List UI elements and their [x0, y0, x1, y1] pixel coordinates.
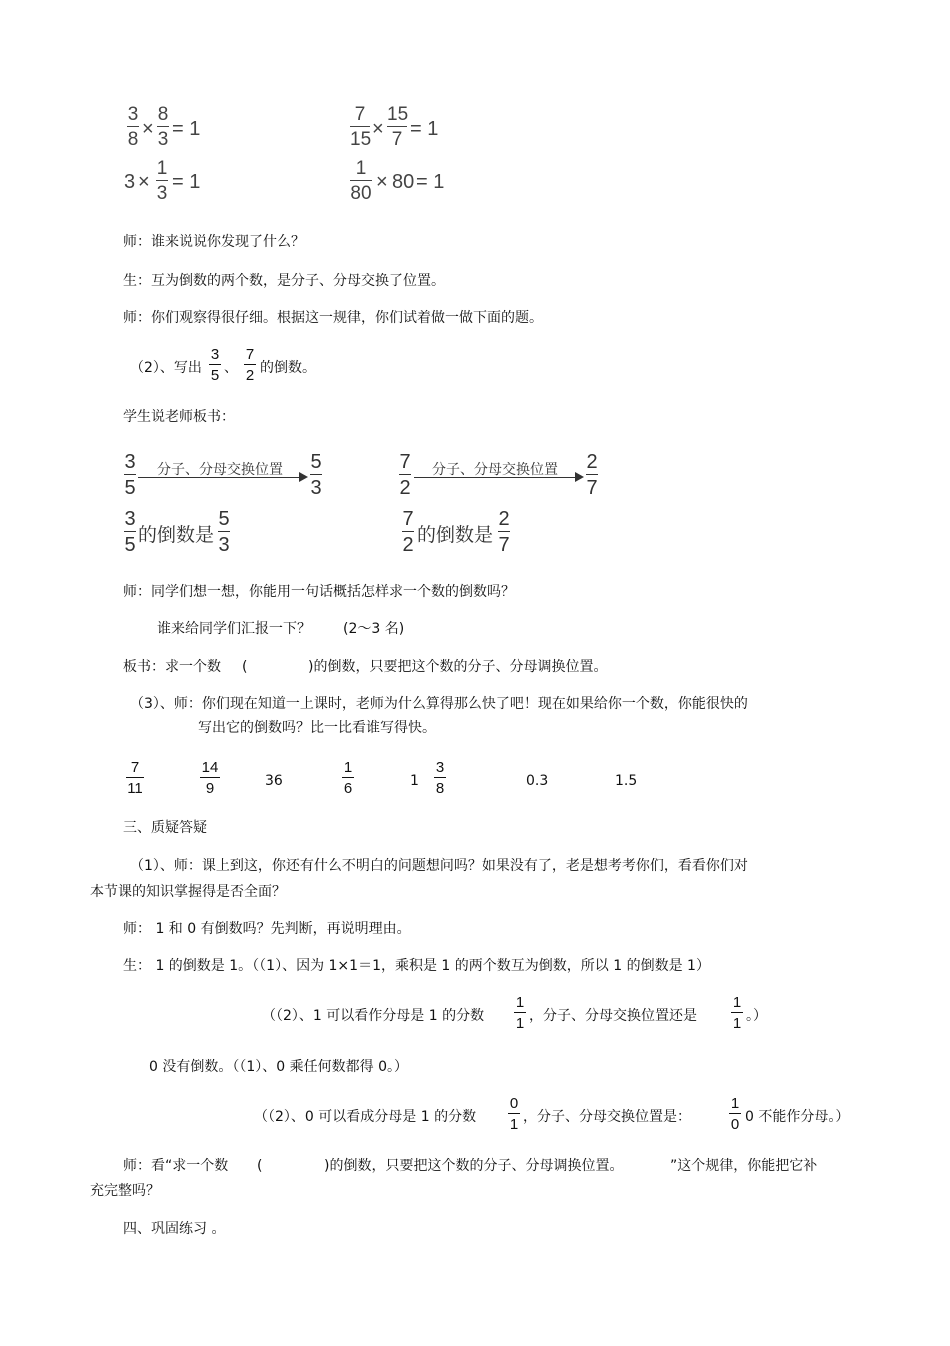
task-2-separator: 、 [224, 360, 238, 376]
fraction: 3 5 [124, 508, 136, 556]
explanation-text: （（2）、1 可以看作分母是 1 的分数 [262, 1008, 485, 1024]
arrow-label: 分子、分母交换位置 [157, 462, 283, 478]
times-sign: × [138, 171, 150, 193]
question-text: )的倒数，只要把这个数的分子、分母调换位置。 [324, 1158, 624, 1174]
fraction: 3 8 [435, 759, 445, 797]
fraction: 1 6 [343, 759, 353, 797]
times-sign: × [376, 171, 388, 193]
board-intro: 学生说老师板书： [123, 409, 235, 425]
teacher-question: 师：谁来说说你发现了什么？ [123, 234, 305, 250]
section-3-line2: 本节课的知识掌握得是否全面？ [90, 884, 286, 900]
fraction: 5 3 [310, 451, 322, 499]
fraction: 7 11 [127, 759, 143, 797]
teacher-question: 师： 1 和 0 有倒数吗？先判断，再说明理由。 [123, 921, 411, 937]
times-sign: × [142, 118, 154, 140]
arrow-label: 分子、分母交换位置 [432, 462, 558, 478]
explanation-text: ，分子、分母交换位置还是 [529, 1008, 697, 1024]
reciprocal-statement: 的倒数是 [138, 524, 215, 546]
arrow-head-icon [299, 472, 308, 482]
section-heading: 四、巩固练习 。 [123, 1221, 226, 1237]
exercise-number: 0.3 [526, 773, 549, 789]
fraction: 0 1 [509, 1095, 519, 1133]
explanation-text: 。） [746, 1008, 767, 1024]
whole-number: 80 [392, 171, 415, 193]
board-rule-paren: ( [242, 659, 248, 675]
equals-result: = 1 [410, 118, 439, 140]
reciprocal-statement: 的倒数是 [417, 524, 494, 546]
board-rule-end: )的倒数，只要把这个数的分子、分母调换位置。 [308, 659, 608, 675]
fraction: 7 2 [402, 508, 414, 556]
arrow-line [414, 477, 576, 478]
equals-result: = 1 [172, 171, 201, 193]
task-2-prefix: （2）、写出 [130, 360, 202, 376]
fraction: 15 7 [387, 104, 409, 150]
question-continuation: 充完整吗？ [90, 1183, 160, 1199]
task-2-suffix: 的倒数。 [260, 360, 316, 376]
section-heading: 三、质疑答疑 [123, 820, 207, 836]
explanation-text: 0 不能作分母。） [745, 1109, 850, 1125]
fraction: 7 2 [399, 451, 411, 499]
explanation-text: ，分子、分母交换位置是： [523, 1109, 691, 1125]
question-text: 师：看“求一个数 [123, 1158, 229, 1174]
zero-statement: 0 没有倒数。（（1）、0 乘任何数都得 0。） [149, 1059, 408, 1075]
fraction: 1 80 [350, 158, 372, 204]
equals-result: = 1 [172, 118, 201, 140]
fraction: 7 2 [245, 346, 255, 384]
board-rule-start: 板书：求一个数 [123, 659, 221, 675]
times-sign: × [372, 118, 384, 140]
task-3-line1: （3）、师：你们现在知道一上课时，老师为什么算得那么快了吧！现在如果给你一个数，你能很快的 [130, 696, 748, 712]
fraction: 2 7 [586, 451, 598, 499]
exercise-mixed-whole: 1 [410, 773, 419, 789]
section-3-line1: （1）、师：课上到这，你还有什么不明白的问题想问吗？如果没有了，老是想考考你们，看看你们对 [130, 858, 748, 874]
fraction: 1 1 [515, 994, 525, 1032]
question-text: ”这个规律，你能把它补 [670, 1158, 818, 1174]
fraction: 1 0 [730, 1095, 740, 1133]
fraction: 14 9 [201, 759, 219, 797]
whole-number: 3 [124, 171, 136, 193]
exercise-number: 36 [265, 773, 283, 789]
task-3-line2: 写出它的倒数吗？比一比看谁写得快。 [198, 720, 436, 736]
fraction: 8 3 [157, 104, 169, 150]
fraction: 3 5 [124, 451, 136, 499]
teacher-prompt-count: (2～3 名) [343, 621, 405, 637]
exercise-number: 1.5 [615, 773, 638, 789]
fraction: 7 15 [350, 104, 372, 150]
student-answer: 生： 1 的倒数是 1。（（1）、因为 1×1＝1，乘积是 1 的两个数互为倒数，所以 1 的倒数是 1） [123, 958, 710, 974]
fraction: 1 3 [156, 158, 168, 204]
student-answer: 生：互为倒数的两个数，是分子、分母交换了位置。 [123, 273, 445, 289]
fraction: 3 5 [210, 346, 220, 384]
fraction: 5 3 [218, 508, 230, 556]
teacher-prompt: 谁来给同学们汇报一下？ [157, 621, 311, 637]
arrow-head-icon [575, 472, 584, 482]
question-paren: ( [257, 1158, 263, 1174]
arrow-line [138, 477, 300, 478]
explanation-text: （（2）、0 可以看成分母是 1 的分数 [254, 1109, 477, 1125]
fraction: 3 8 [127, 104, 139, 150]
teacher-remark: 师：你们观察得很仔细。根据这一规律，你们试着做一做下面的题。 [123, 310, 543, 326]
fraction: 2 7 [498, 508, 510, 556]
fraction: 1 1 [732, 994, 742, 1032]
teacher-question: 师：同学们想一想，你能用一句话概括怎样求一个数的倒数吗？ [123, 584, 515, 600]
equals-result: = 1 [416, 171, 445, 193]
